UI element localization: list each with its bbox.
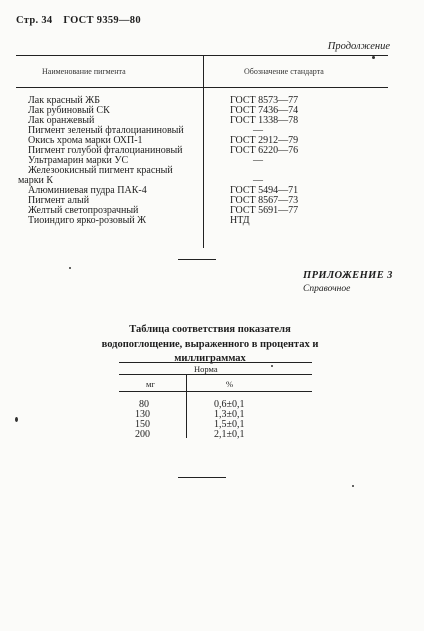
pigment-standard: ГОСТ 5494—71 xyxy=(230,185,299,196)
column-header-standard: Обозначение стандарта xyxy=(244,67,324,76)
section-separator xyxy=(178,259,216,260)
pigment-name: Лак оранжевый xyxy=(28,115,95,126)
page-number: Стр. 34 xyxy=(16,15,53,26)
norm-group-header: Норма xyxy=(194,364,218,374)
scan-speck xyxy=(69,267,71,269)
pigment-name-continuation: марки К xyxy=(18,175,54,186)
pigment-standard: — xyxy=(253,125,263,136)
appendix-title: ПРИЛОЖЕНИЕ 3 xyxy=(303,270,393,281)
scan-speck xyxy=(271,365,273,367)
table-column-divider xyxy=(203,55,204,248)
norm-column-divider xyxy=(186,374,187,438)
pigment-standard: ГОСТ 8567—73 xyxy=(230,195,299,206)
scan-speck xyxy=(372,56,375,59)
pigment-name: Лак красный ЖБ xyxy=(28,95,100,106)
pigment-name: Лак рубиновый СК xyxy=(28,105,110,116)
column-header-mg: мг xyxy=(146,379,155,389)
pigment-standard: ГОСТ 5691—77 xyxy=(230,205,299,216)
scan-speck xyxy=(15,417,18,422)
pigment-standard: — xyxy=(253,175,263,186)
norm-header-rule xyxy=(119,391,312,392)
pigment-standard: — xyxy=(253,155,263,166)
pigment-standard: ГОСТ 7436—74 xyxy=(230,105,299,116)
norm-group-rule xyxy=(119,374,312,375)
pigment-name: Ультрамарин марки УС xyxy=(28,155,129,166)
mg-value: 80 xyxy=(139,399,149,410)
pigment-standard: НТД xyxy=(230,215,250,226)
bottom-separator xyxy=(178,477,226,478)
mg-value: 150 xyxy=(135,419,150,430)
scan-speck xyxy=(352,485,354,487)
pigment-name: Алюминиевая пудра ПАК-4 xyxy=(28,185,147,196)
percent-value: 2,1±0,1 xyxy=(214,429,245,440)
pigment-name: Тиоиндиго ярко-розовый Ж xyxy=(28,215,147,226)
column-header-pigment: Наименование пигмента xyxy=(42,67,126,76)
table-top-rule xyxy=(16,55,388,56)
pigment-name: Желтый светопрозрачный xyxy=(28,205,139,216)
column-header-percent: % xyxy=(226,379,234,389)
pigment-name: Пигмент алый xyxy=(28,195,90,206)
percent-value: 1,5±0,1 xyxy=(214,419,245,430)
mg-value: 200 xyxy=(135,429,150,440)
percent-value: 0,6±0,1 xyxy=(214,399,245,410)
table-title: Таблица соответствия показателя водопоглощение, выраженного в процентах и миллиграммах xyxy=(101,324,319,364)
standard-number: ГОСТ 9359—80 xyxy=(63,15,141,26)
pigment-standard: ГОСТ 6220—76 xyxy=(230,145,299,156)
pigment-name: Пигмент голубой фталоцианиновый xyxy=(28,145,183,156)
pigment-name: Окись хрома марки ОХП-1 xyxy=(28,135,143,146)
appendix-subtitle: Справочное xyxy=(303,284,351,294)
mg-value: 130 xyxy=(135,409,150,420)
pigment-name: Железоокисный пигмент красный xyxy=(28,165,173,176)
pigment-standard: ГОСТ 8573—77 xyxy=(230,95,299,106)
percent-value: 1,3±0,1 xyxy=(214,409,245,420)
pigment-standard: ГОСТ 2912—79 xyxy=(230,135,299,146)
table-header-rule xyxy=(16,87,388,88)
page-header xyxy=(16,15,141,26)
continuation-label: Продолжение xyxy=(327,41,390,52)
pigment-standard: ГОСТ 1338—78 xyxy=(230,115,299,126)
pigment-name: Пигмент зеленый фталоцианиновый xyxy=(28,125,184,136)
norm-table-top-rule xyxy=(119,362,312,363)
